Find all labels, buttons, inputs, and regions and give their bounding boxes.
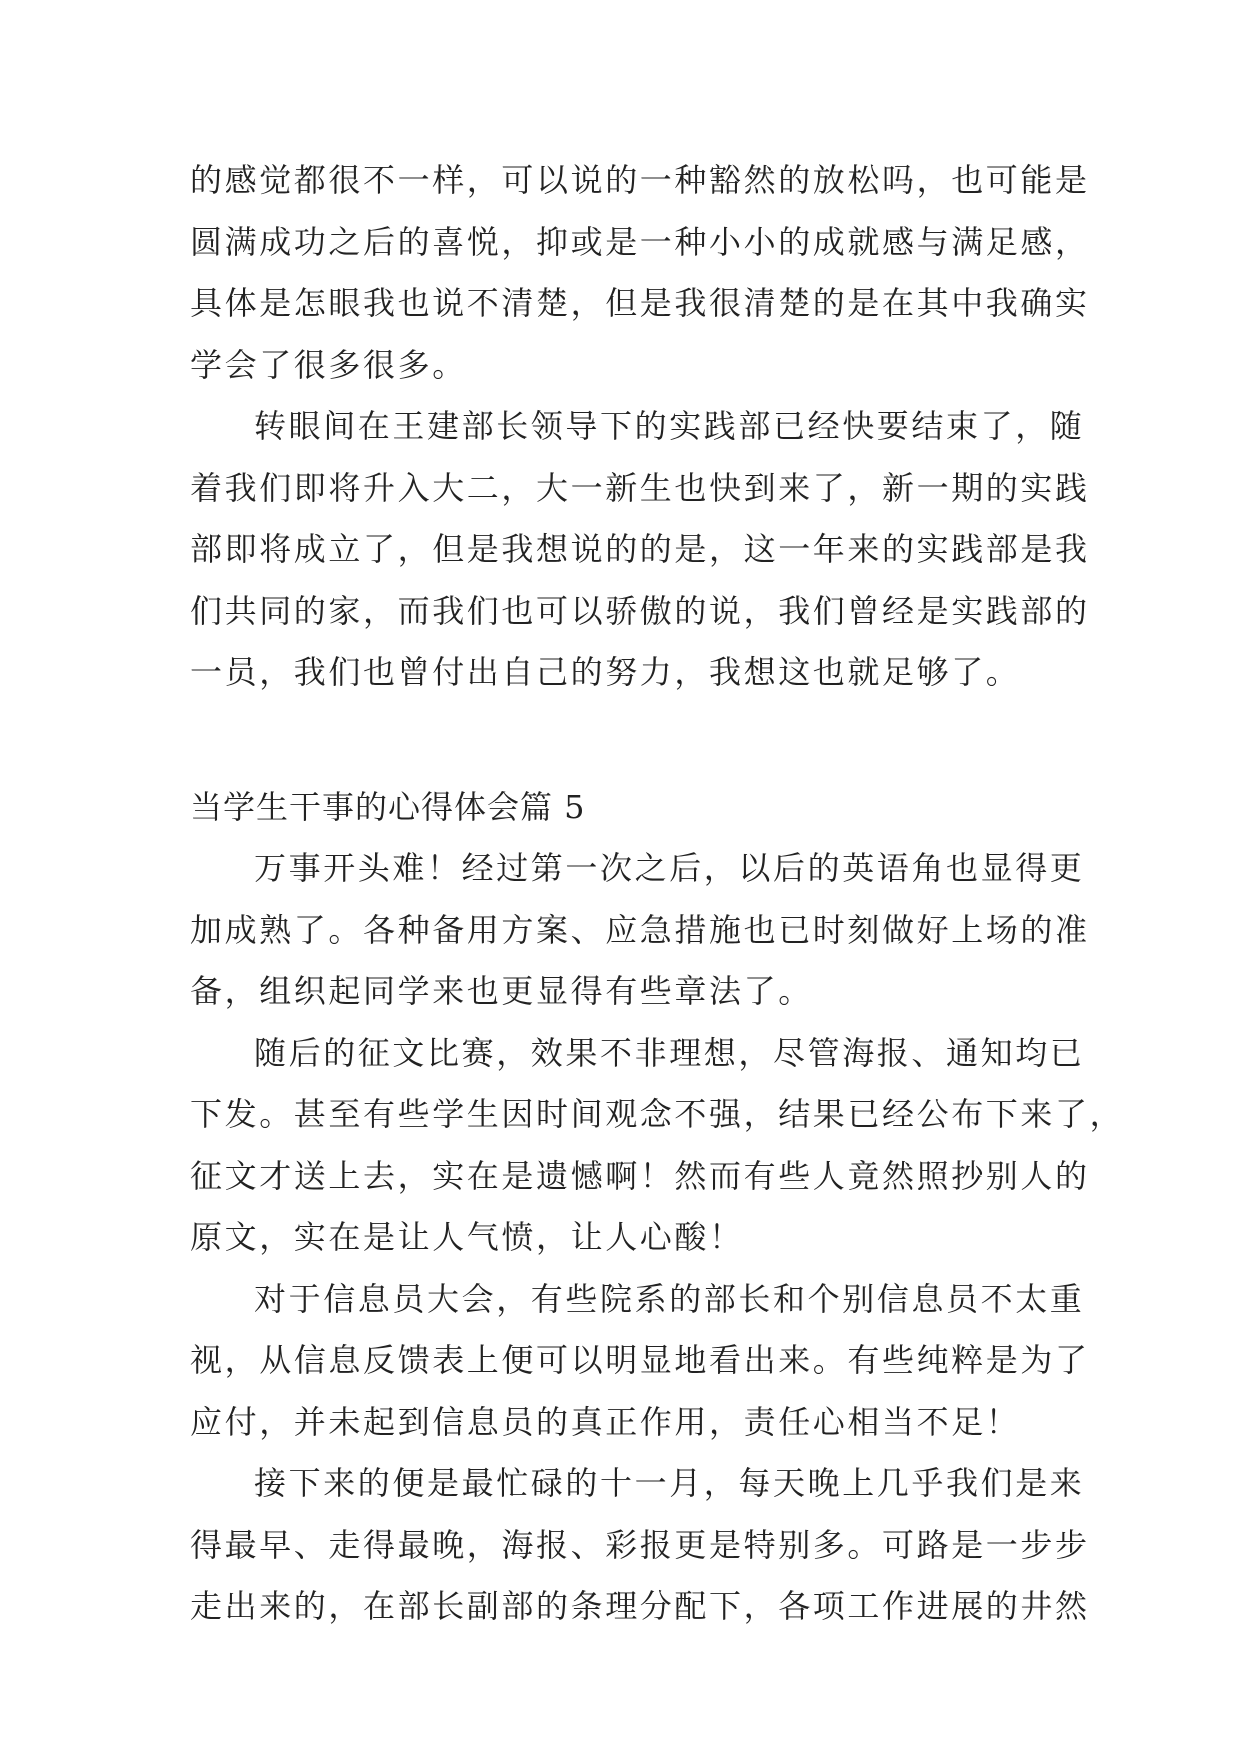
paragraph (190, 1023, 1125, 1269)
text-line: 对于信息员大会，有些院系的部长和个别信息员不太重 (254, 1279, 1085, 1318)
text-line: 的感觉都很不一样，可以说的一种豁然的放松吗，也可能是 (190, 161, 1090, 199)
text-line: 视，从信息反馈表上便可以明显地看出来。有些纯粹是为了 (190, 1341, 1090, 1379)
section-title: 当学生干事的心得体会篇 5 (190, 787, 586, 826)
text-line: 原文，实在是让人气愤，让人心酸！ (190, 1218, 744, 1256)
text-line: 一员，我们也曾付出自己的努力，我想这也就足够了。 (190, 653, 1021, 691)
text-line: 们共同的家，而我们也可以骄傲的说，我们曾经是实践部的 (190, 591, 1090, 630)
paragraph (190, 150, 1090, 396)
text-line: 部即将成立了，但是我想说的的是，这一年来的实践部是我 (190, 530, 1090, 568)
text-line: 学会了很多很多。 (190, 345, 467, 384)
paragraph (190, 1453, 1090, 1638)
text-line: 备，组织起同学来也更显得有些章法了。 (190, 972, 813, 1010)
text-line: 下发。甚至有些学生因时间观念不强，结果已经公布下来了， (190, 1095, 1125, 1133)
text-line: 得最早、走得最晚，海报、彩报更是特别多。可路是一步步 (190, 1525, 1090, 1564)
text-line: 随后的征文比赛，效果不非理想，尽管海报、通知均已 (254, 1033, 1085, 1072)
text-line: 圆满成功之后的喜悦，抑或是一种小小的成就感与满足感， (190, 222, 1090, 261)
paragraph (190, 1269, 1090, 1454)
text-line: 转眼间在王建部长领导下的实践部已经快要结束了，随 (254, 407, 1085, 445)
text-line: 接下来的便是最忙碌的十一月，每天晚上几乎我们是来 (254, 1464, 1085, 1502)
text-line: 征文才送上去，实在是遗憾啊！然而有些人竟然照抄别人的 (190, 1156, 1090, 1195)
text-line: 着我们即将升入大二，大一新生也快到来了，新一期的实践 (190, 468, 1090, 507)
paragraph (190, 838, 1090, 1023)
text-line: 应付，并未起到信息员的真正作用，责任心相当不足！ (190, 1402, 1021, 1441)
document-page (190, 150, 1125, 1638)
paragraph (190, 396, 1090, 704)
text-line: 具体是怎眼我也说不清楚，但是我很清楚的是在其中我确实 (190, 284, 1090, 322)
section-gap (190, 704, 1060, 777)
text-line: 加成熟了。各种备用方案、应急措施也已时刻做好上场的准 (190, 910, 1090, 949)
text-line: 万事开头难！经过第一次之后，以后的英语角也显得更 (254, 849, 1085, 887)
text-line: 走出来的，在部长副部的条理分配下，各项工作进展的井然 (190, 1587, 1090, 1625)
